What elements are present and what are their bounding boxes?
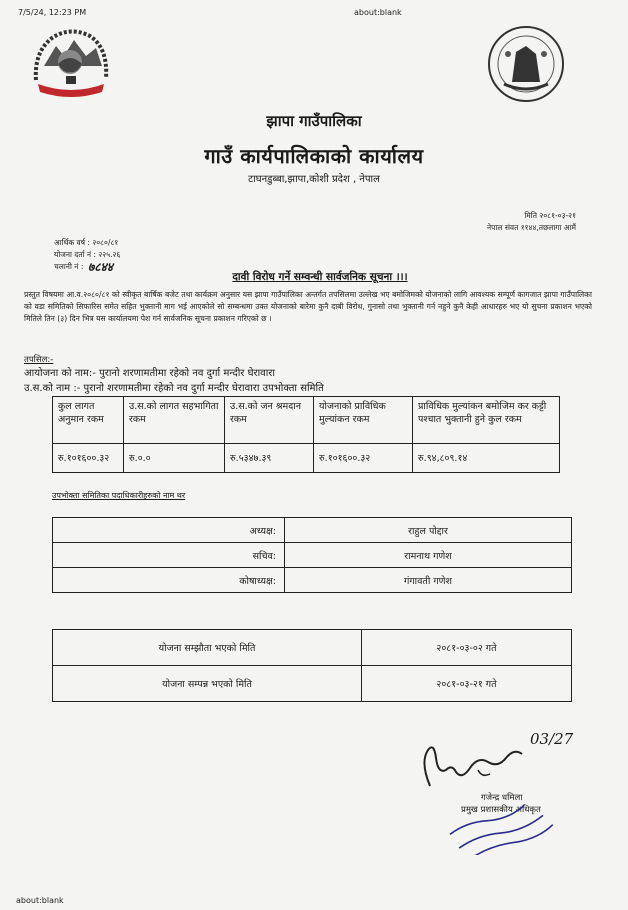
nepal-sambat-date: नेपाल संवत ११४४,तछलागा आमैं xyxy=(487,223,576,232)
notice-title: दावी विरोध गर्ने सम्वन्धी सार्वजनिक सूचना ।।। xyxy=(232,271,408,283)
completion-date-label: योजना सम्पन्न भएको मिति xyxy=(53,666,362,702)
cost-value-payable: रु.९४,८०९.१४ xyxy=(413,444,560,473)
office-bearers-heading: उपभोक्ता समितिका पदाधिकारीहरुको नाम थर xyxy=(52,491,186,500)
role-secretary: सचिव: xyxy=(53,543,285,568)
signature-icon xyxy=(418,728,538,790)
name-treasurer: गंगावती गणेश xyxy=(285,568,572,593)
details-heading: तपसिल:- xyxy=(24,355,54,365)
plan-registration-no: योजना दर्ता नं : २२५.२६ xyxy=(54,250,121,259)
dispatch-label: चलानी नं : xyxy=(54,262,84,271)
print-datetime: 7/5/24, 12:23 PM xyxy=(18,8,87,17)
dates-table xyxy=(52,629,572,702)
signature-date: 03/27 xyxy=(530,730,574,748)
fiscal-year: आर्थिक वर्ष : २०८०/८१ xyxy=(54,238,119,247)
signatory-designation: प्रमुख प्रशासकीय अधिकृत xyxy=(461,805,541,815)
cost-header-payable: प्राविधिक मुल्यांकन बमोजिम कर कट्टी पश्चात भुक्तानी हुने कुल रकम xyxy=(413,397,560,444)
cost-value-technical: रु.१०१६००.३२ xyxy=(314,444,413,473)
office-bearers-table xyxy=(52,517,572,593)
name-secretary: रामनाथ गणेश xyxy=(285,543,572,568)
agreement-date-value: २०८१-०३-०२ गते xyxy=(362,630,572,666)
table-row xyxy=(53,543,572,568)
table-row xyxy=(53,666,572,702)
cost-table xyxy=(52,396,560,473)
committee-name: उ.स.को नाम :- पुरानो शरणामतीमा रहेको नव दुर्गा मन्दीर घेरावारा उपभोक्ता समिति xyxy=(24,383,324,394)
municipality-seal-icon xyxy=(486,24,566,104)
cost-value-total: रु.१०१६००.३२ xyxy=(53,444,124,473)
cost-header-labour: उ.स.को जन श्रमदान रकम xyxy=(225,397,314,444)
cost-header-participation: उ.स.को लागत सहभागिता रकम xyxy=(124,397,225,444)
office-name: गाउँ कार्यपालिकाको कार्यालय xyxy=(204,144,424,168)
print-page-title: about:blank xyxy=(354,8,402,17)
table-row xyxy=(53,518,572,543)
office-address: टाघनडुब्बा,झापा,कोशी प्रदेश , नेपाल xyxy=(248,174,380,185)
role-treasurer: कोषाध्यक्ष: xyxy=(53,568,285,593)
table-row xyxy=(53,630,572,666)
name-chair: राहुल पोद्दार xyxy=(285,518,572,543)
completion-date-value: २०८१-०३-२१ गते xyxy=(362,666,572,702)
cost-header-technical: योजनाको प्राविधिक मुल्यांकन रकम xyxy=(314,397,413,444)
role-chair: अध्यक्ष: xyxy=(53,518,285,543)
nepal-emblem-icon xyxy=(30,22,112,102)
plan-name: आयोजना को नाम:- पुरानो शरणामतीमा रहेको नव दुर्गा मन्दीर घेरावारा xyxy=(24,368,275,379)
agreement-date-label: योजना सम्झौता भएको मिति xyxy=(53,630,362,666)
issue-date: मिति २०८१-०३-२१ xyxy=(524,211,576,220)
print-footer-url: about:blank xyxy=(16,896,64,905)
official-stamp-icon xyxy=(440,795,570,855)
cost-value-labour: रु.५३४७.३९ xyxy=(225,444,314,473)
municipality-name: झापा गाउँपालिका xyxy=(266,112,362,130)
notice-body: प्रस्तुत विषयमा आ.व.२०८०/८१ को स्वीकृत बार्षिक बजेट तथा कार्यक्रम अनुसार यस झापा गाउँपालिका अन्तर्गत तपसिलमा उल्लेख भए बमोजिमको योजनाको लागि आवश्यक सम्पूर्ण कागजात झापा गाउँपालिका को वडा समितिको सिफारिस समेत सहित भुक्तानी माग भई आएकोले सो सम्बन्धमा उक्त योजनाको बारेमा कुनै दाबी विरोध, गुनासो तथा भुक्तानी गर्न नहुने कुनै केही आधारहरु भए यो सुचना प्रकाशन भएको मितिले तिन (३) दिन भित्र यस कार्यालयमा पेश गर्न सार्वजनिक सूचना प्रकाशन गरिएको छ । xyxy=(24,290,592,323)
dispatch-number: ७८४४ xyxy=(88,260,113,274)
cost-header-total: कुल लागत अनुमान रकम xyxy=(53,397,124,444)
cost-value-participation: रु.०.० xyxy=(124,444,225,473)
table-row xyxy=(53,568,572,593)
signatory-name: गजेन्द्र धमिला xyxy=(481,793,523,803)
